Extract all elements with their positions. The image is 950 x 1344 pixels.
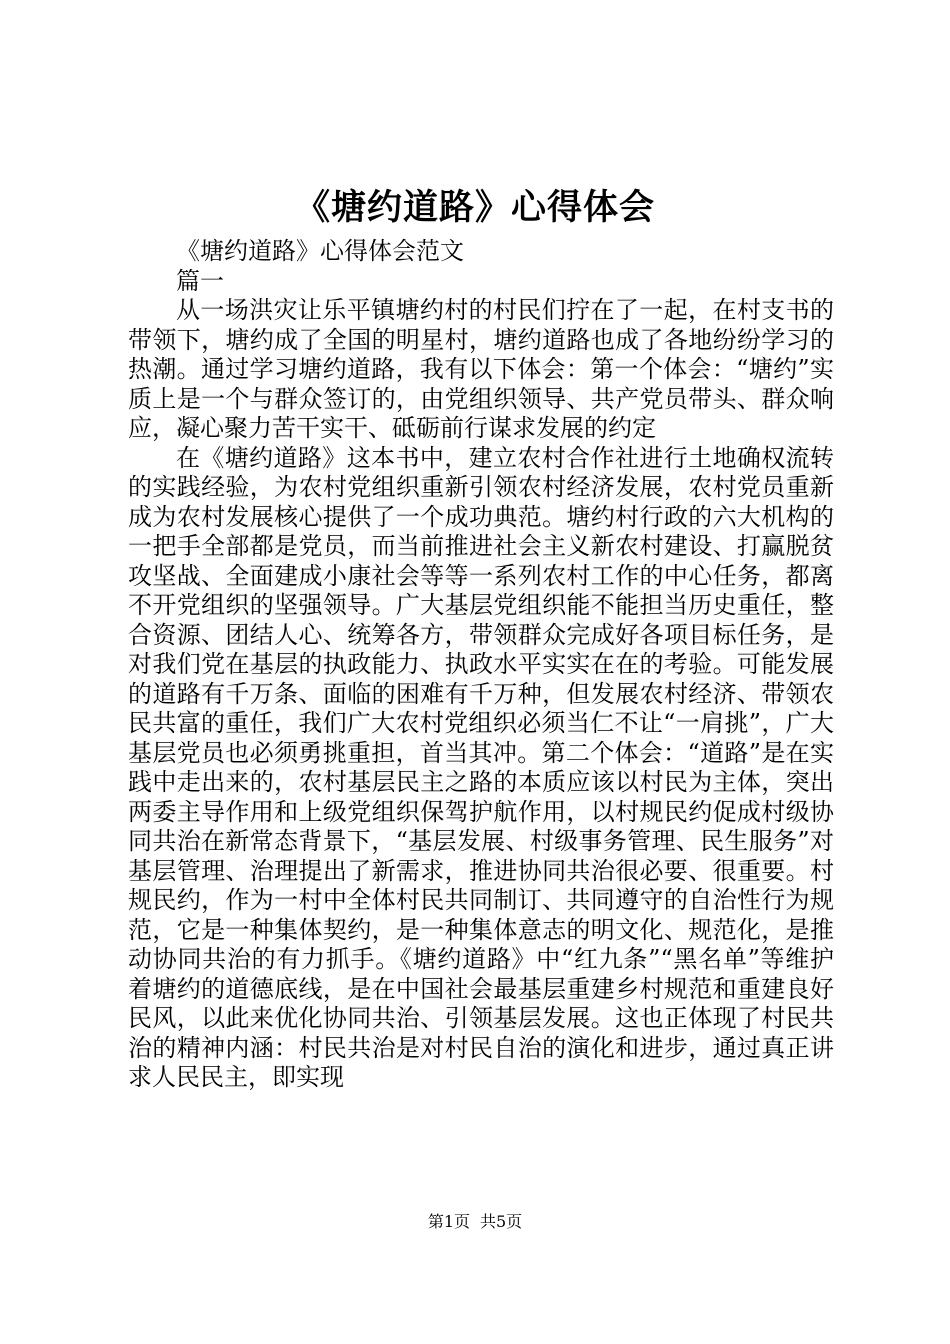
section-heading: 篇一	[176, 266, 224, 295]
page-total: 共5页	[480, 1212, 523, 1231]
subtitle-paragraph: 《塘约道路》心得体会范文	[176, 237, 464, 265]
document-title: 《塘约道路》心得体会	[294, 187, 655, 228]
body-paragraph: 从一场洪灾让乐平镇塘约村的村民们拧在了一起，在村支书的带领下，塘约成了全国的明星村，塘约道路也成了各地纷纷学习的热潮。通过学习塘约道路，我有以下体会：第一个体会：“塘约”实质上是一个与群众签订的，由党组织领导、共产党员带头、群众响应，凝心聚力苦干实干、砥砺前行谋求发展的约定	[128, 296, 834, 442]
document-body	[128, 237, 834, 1093]
body-paragraph: 在《塘约道路》这本书中，建立农村合作社进行土地确权流转的实践经验，为农村党组织重新引领农村经济发展，农村党员重新成为农村发展核心提供了一个成功典范。塘约村行政的六大机构的一把手全部都是党员，而当前推进社会主义新农村建设、打赢脱贫攻坚战、全面建成小康社会等等一系列农村工作的中心任务，都离不开党组织的坚强领导。广大基层党组织能不能担当历史重任，整合资源、团结人心、统筹各方，带领群众完成好各项目标任务，是对我们党在基层的执政能力、执政水平实实在在的考验。可能发展的道路有千万条、面临的困难有千万种，但发展农村经济、带领农民共富的重任，我们广大农村党组织必须当仁不让“一肩挑”，广大基层党员也必须勇挑重担，首当其冲。第二个体会：“道路”是在实践中走出来的，农村基层民主之路的本质应该以村民为主体，突出两委主导作用和上级党组织保驾护航作用，以村规民约促成村级协同共治在新常态背景下，“基层发展、村级事务管理、民生服务”对基层管理、治理提出了新需求，推进协同共治很必要、很重要。村规民约，作为一村中全体村民共同制订、共同遵守的自治性行为规范，它是一种集体契约，是一种集体意志的明文化、规范化，是推动协同共治的有力抓手。《塘约道路》中“红九条”“黑名单”等维护着塘约的道德底线，是在中国社会最基层重建乡村规范和重建良好民风，以此来优化协同共治、引领基层发展。这也正体现了村民共治的精神内涵：村民共治是对村民自治的演化和进步，通过真正讲求人民民主，即实现	[128, 443, 834, 1091]
page-number: 第1页	[427, 1212, 470, 1231]
page-footer	[0, 1211, 950, 1233]
